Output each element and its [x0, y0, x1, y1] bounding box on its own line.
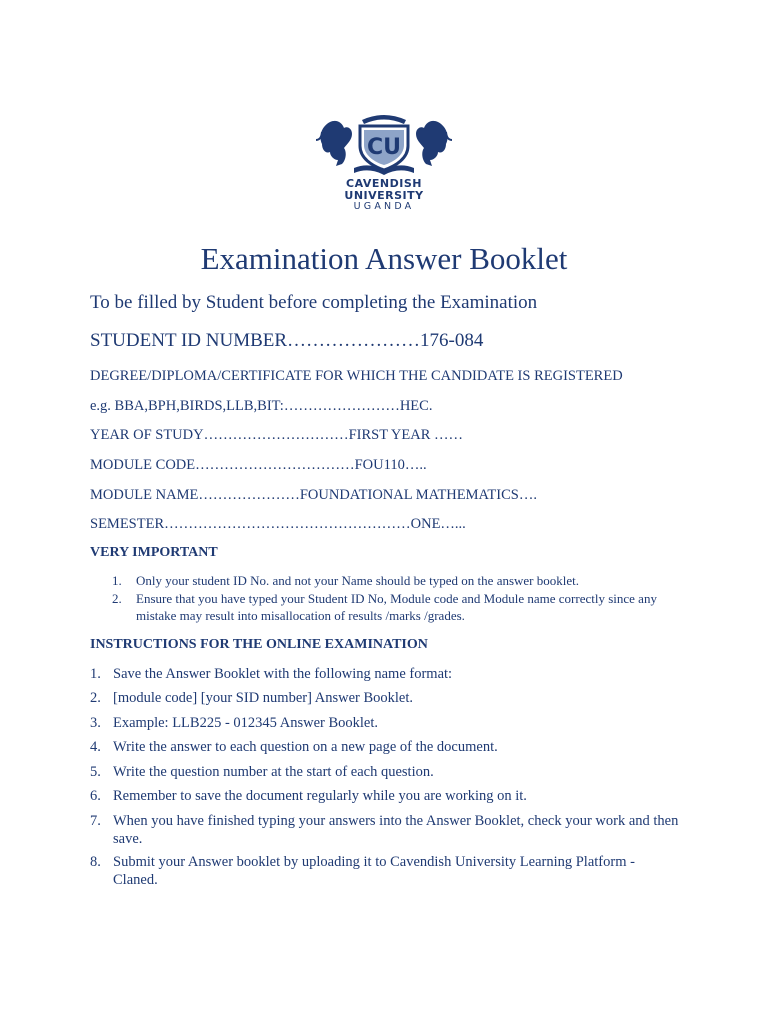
degree-heading: DEGREE/DIPLOMA/CERTIFICATE FOR WHICH THE CANDIDATE IS REGISTERED [90, 368, 623, 384]
list-item-text: Save the Answer Booklet with the following name format: [113, 666, 453, 682]
list-item-text: [module code] [your SID number] Answer Booklet. [113, 690, 414, 706]
list-item-number: 1. [112, 573, 122, 588]
list-item-text: Write the question number at the start of each question. [113, 764, 434, 780]
subtitle: To be filled by Student before completing the Examination [90, 292, 538, 313]
cavendish-university-crest-icon [314, 110, 454, 176]
degree-value: e.g. BBA,BPH,BIRDS,LLB,BIT:……………………HEC. [90, 398, 433, 414]
list-item-number: 6. [90, 788, 101, 804]
list-item-number: 7. [90, 813, 101, 829]
logo-text-uganda: UGANDA [353, 201, 415, 212]
list-item-text: Ensure that you have typed your Student ID No, Module code and Module name correctly since any mistake may result into misallocation of results /marks /grades. [136, 590, 657, 623]
university-logo [314, 110, 454, 214]
list-item [90, 812, 680, 848]
year-of-study: YEAR OF STUDY…………………………FIRST YEAR …… [90, 427, 463, 443]
list-item-text: Remember to save the document regularly while you are working on it. [113, 788, 527, 804]
list-item [112, 590, 682, 625]
module-code: MODULE CODE……………………………FOU110….. [90, 457, 427, 473]
instructions-heading: INSTRUCTIONS FOR THE ONLINE EXAMINATION [90, 637, 428, 652]
list-item [90, 714, 680, 732]
list-item-number: 8. [90, 854, 101, 870]
list-item-text: Only your student ID No. and not your Name should be typed on the answer booklet. [136, 573, 580, 588]
module-name: MODULE NAME…………………FOUNDATIONAL MATHEMATICS…. [90, 487, 537, 503]
list-item-number: 1. [90, 666, 101, 682]
logo-text-cavendish: CAVENDISH [346, 177, 422, 190]
list-item-text: Submit your Answer booklet by uploading it to Cavendish University Learning Platform - Claned. [113, 854, 635, 888]
logo-text-university: UNIVERSITY [344, 189, 424, 202]
student-id-line: STUDENT ID NUMBER…………………176-084 [90, 330, 484, 351]
very-important-heading: VERY IMPORTANT [90, 545, 218, 560]
list-item [112, 572, 682, 590]
list-item [90, 665, 680, 683]
list-item-text: Write the answer to each question on a new page of the document. [113, 739, 498, 755]
list-item [90, 853, 680, 889]
svg-text:CU: CU [366, 135, 402, 160]
list-item [90, 763, 680, 781]
list-item-text: Example: LLB225 - 012345 Answer Booklet. [113, 715, 378, 731]
very-important-list [112, 572, 682, 625]
list-item [90, 689, 680, 707]
list-item-number: 3. [90, 715, 101, 731]
list-item [90, 738, 680, 756]
semester: SEMESTER……………………………………………ONE…... [90, 516, 466, 532]
list-item-number: 5. [90, 764, 101, 780]
page-title: Examination Answer Booklet [200, 241, 568, 276]
list-item-number: 4. [90, 739, 101, 755]
list-item-number: 2. [112, 590, 122, 606]
list-item-text: When you have finished typing your answers into the Answer Booklet, check your work and then save. [113, 813, 679, 847]
list-item-number: 2. [90, 690, 101, 706]
list-item [90, 787, 680, 805]
